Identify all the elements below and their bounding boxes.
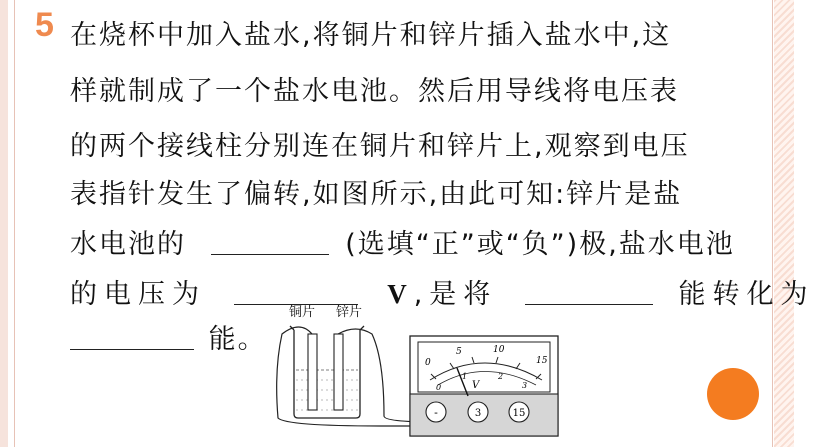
right-rule-line — [772, 0, 773, 447]
scale-bottom-1: 1 — [462, 372, 468, 381]
scale-top-0: 0 — [425, 358, 431, 368]
scale-bottom-0: 0 — [436, 383, 442, 392]
terminal-label-negative: - — [434, 406, 438, 419]
question-line-4: 表指针发生了偏转,如图所示,由此可知:锌片是盐 — [70, 179, 683, 210]
zinc-plate — [334, 334, 343, 410]
scale-top-15: 15 — [536, 356, 548, 366]
question-line-3: 的两个接线柱分别连在铜片和锌片上,观察到电压 — [70, 131, 690, 162]
left-decorative-border — [0, 0, 8, 447]
wire-copper — [277, 327, 426, 426]
answer-blank-polarity[interactable] — [211, 230, 329, 255]
label-copper: 铜片 — [289, 305, 316, 320]
voltage-unit: V — [387, 279, 414, 309]
line5-text-after: (选填“正”或“负”)极,盐水电池 — [345, 229, 735, 260]
left-rule-line — [14, 0, 15, 447]
copper-plate — [308, 334, 317, 410]
meter-unit-label: V — [472, 380, 480, 391]
scale-bottom-3: 3 — [522, 381, 528, 390]
beaker — [290, 326, 364, 418]
question-line-2: 样就制成了一个盐水电池。然后用导线将电压表 — [70, 76, 679, 107]
scale-bottom-2: 2 — [498, 372, 504, 381]
orange-circle-icon[interactable] — [707, 368, 759, 420]
line6-text-a: 的电压为 — [70, 279, 206, 310]
question-number: 5 — [35, 6, 54, 44]
line6-text-c: 能转化为 — [678, 279, 814, 310]
battery-voltmeter-figure — [260, 300, 560, 440]
terminal-label-15: 15 — [512, 408, 526, 419]
line6-text-b: ,是将 — [413, 279, 498, 310]
question-line-1: 在烧杯中加入盐水,将铜片和锌片插入盐水中,这 — [70, 20, 672, 51]
label-zinc: 锌片 — [336, 305, 363, 320]
right-decorative-border — [774, 0, 794, 447]
terminal-label-3: 3 — [474, 408, 482, 419]
line5-text-before: 水电池的 — [70, 229, 186, 260]
line7-text-after: 能。 — [208, 324, 267, 355]
answer-blank-energy-to[interactable] — [70, 325, 194, 350]
question-line-5 — [70, 222, 770, 261]
voltmeter — [410, 336, 558, 436]
scale-top-5: 5 — [456, 347, 462, 357]
scale-top-10: 10 — [493, 345, 505, 355]
